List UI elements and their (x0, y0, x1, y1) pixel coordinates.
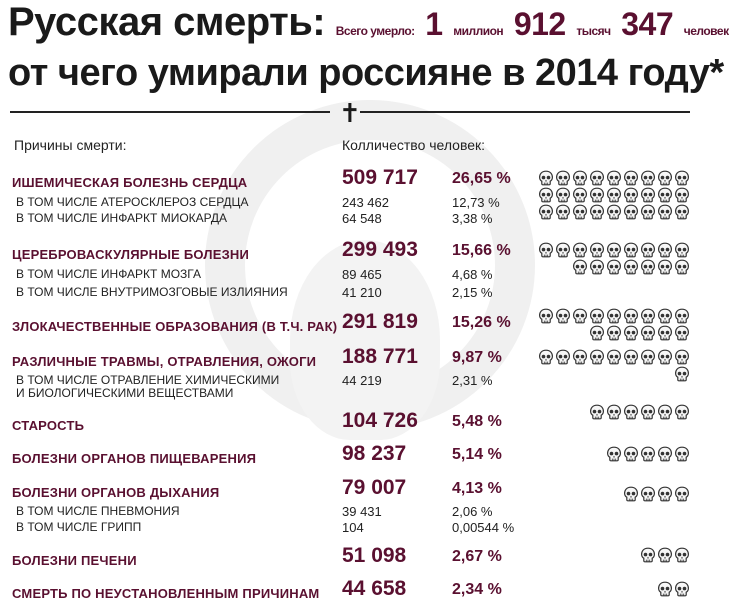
skull-icon (640, 486, 656, 502)
header-causes: Причины смерти: (14, 137, 127, 153)
cause-percent: 15,66 % (452, 242, 511, 259)
skull-row (657, 581, 690, 597)
skull-icon (555, 242, 571, 258)
total-thousand-word: тысяч (576, 24, 611, 38)
cross-icon: ✝ (339, 98, 361, 128)
skull-icon (623, 349, 639, 365)
total-people-word: человек (683, 24, 729, 38)
cause-label: ЗЛОКАЧЕСТВЕННЫЕ ОБРАЗОВАНИЯ (В Т.Ч. РАК) (12, 319, 338, 334)
skull-icon (623, 446, 639, 462)
skull-row (640, 547, 690, 563)
skull-icon (606, 446, 622, 462)
skull-icon (623, 187, 639, 203)
cause-count: 299 493 (342, 238, 418, 261)
skull-icon (589, 242, 605, 258)
skull-icon (657, 547, 673, 563)
skull-icon (623, 486, 639, 502)
cause-percent: 15,26 % (452, 314, 511, 331)
skull-icon (538, 349, 554, 365)
skull-icon (657, 242, 673, 258)
skull-icon (657, 308, 673, 324)
sub-cause-label: В ТОМ ЧИСЛЕ ОТРАВЛЕНИЕ ХИМИЧЕСКИМИ И БИОЛОГИЧЕСКИМИ ВЕЩЕСТВАМИ (16, 373, 280, 400)
skull-icon (640, 259, 656, 275)
skull-icon (657, 259, 673, 275)
cause-label: СМЕРТЬ ПО НЕУСТАНОВЛЕННЫМ ПРИЧИНАМ (12, 586, 320, 601)
sub-cause-label: В ТОМ ЧИСЛЕ ВНУТРИМОЗГОВЫЕ ИЗЛИЯНИЯ (16, 285, 288, 299)
skull-icon (674, 581, 690, 597)
skull-icon (657, 204, 673, 220)
skull-row (589, 404, 690, 420)
header-count: Колличество человек: (342, 137, 486, 153)
cause-count: 51 098 (342, 544, 407, 567)
skull-icon (572, 170, 588, 186)
skull-row (589, 325, 690, 341)
skull-icon (640, 308, 656, 324)
skull-icon (674, 170, 690, 186)
skull-row (538, 308, 690, 324)
skull-icon (572, 259, 588, 275)
skull-icon (657, 325, 673, 341)
skull-icon (589, 204, 605, 220)
sub-cause-label: В ТОМ ЧИСЛЕ ГРИПП (16, 520, 142, 534)
skull-icon (674, 204, 690, 220)
skull-icon (589, 170, 605, 186)
total-million-number: 1 (425, 6, 443, 42)
sub-cause-label: В ТОМ ЧИСЛЕ АТЕРОСКЛЕРОЗ СЕРДЦА (16, 195, 249, 209)
skull-icon (657, 170, 673, 186)
skull-icon (657, 446, 673, 462)
skull-icon (640, 547, 656, 563)
skull-icon (623, 259, 639, 275)
divider-right (360, 111, 690, 113)
skull-icon (538, 204, 554, 220)
skull-icon (589, 308, 605, 324)
skull-row (674, 366, 690, 382)
skull-icon (538, 242, 554, 258)
skull-icon (572, 349, 588, 365)
skull-icon (606, 259, 622, 275)
cause-label: РАЗЛИЧНЫЕ ТРАВМЫ, ОТРАВЛЕНИЯ, ОЖОГИ (12, 354, 317, 369)
cause-count: 44 658 (342, 577, 407, 600)
skull-row (623, 486, 690, 502)
skull-icon (640, 325, 656, 341)
skull-icon (572, 242, 588, 258)
skull-icon (623, 204, 639, 220)
skull-icon (623, 308, 639, 324)
sub-cause-percent: 12,73 % (452, 195, 500, 210)
skull-icon (657, 349, 673, 365)
skull-icon (657, 486, 673, 502)
skull-icon (640, 404, 656, 420)
page-subtitle: от чего умирали россияне в 2014 году* (8, 52, 724, 94)
skull-icon (555, 308, 571, 324)
cause-count: 98 237 (342, 442, 407, 465)
skull-row (606, 446, 690, 462)
skull-icon (674, 547, 690, 563)
sub-cause-count: 39 431 (342, 504, 382, 519)
sub-cause-count: 89 465 (342, 267, 382, 282)
skull-icon (555, 349, 571, 365)
skull-icon (674, 242, 690, 258)
skull-row (538, 242, 690, 258)
sub-cause-percent: 2,06 % (452, 504, 493, 519)
total-units-number: 347 (621, 6, 674, 42)
skull-icon (589, 349, 605, 365)
cause-percent: 2,67 % (452, 548, 502, 565)
cause-label: БОЛЕЗНИ ОРГАНОВ ПИЩЕВАРЕНИЯ (12, 451, 257, 466)
skull-icon (606, 187, 622, 203)
sub-cause-percent: 3,38 % (452, 211, 493, 226)
skull-icon (606, 170, 622, 186)
cause-percent: 4,13 % (452, 480, 502, 497)
page-title (8, 0, 729, 45)
skull-icon (606, 404, 622, 420)
cause-percent: 26,65 % (452, 170, 511, 187)
cause-percent: 5,48 % (452, 413, 502, 430)
cause-count: 188 771 (342, 345, 418, 368)
skull-icon (657, 404, 673, 420)
cause-count: 291 819 (342, 310, 418, 333)
sub-cause-label: В ТОМ ЧИСЛЕ ИНФАРКТ МИОКАРДА (16, 211, 227, 225)
sub-cause-percent: 2,31 % (452, 373, 493, 388)
total-million-word: миллион (453, 24, 504, 38)
sub-cause-count: 41 210 (342, 285, 382, 300)
skull-icon (589, 259, 605, 275)
skull-icon (606, 349, 622, 365)
skull-icon (572, 204, 588, 220)
skull-icon (538, 170, 554, 186)
skull-icon (538, 308, 554, 324)
skull-icon (538, 187, 554, 203)
skull-icon (606, 204, 622, 220)
total-thousand-number: 912 (513, 6, 566, 42)
cause-percent: 2,34 % (452, 581, 502, 598)
skull-icon (674, 486, 690, 502)
skull-icon (623, 170, 639, 186)
skull-icon (640, 204, 656, 220)
skull-icon (640, 349, 656, 365)
skull-icon (589, 404, 605, 420)
skull-icon (657, 581, 673, 597)
skull-row (538, 204, 690, 220)
sub-cause-percent: 2,15 % (452, 285, 493, 300)
cause-label: БОЛЕЗНИ ОРГАНОВ ДЫХАНИЯ (12, 485, 220, 500)
sub-cause-count: 64 548 (342, 211, 382, 226)
sub-cause-percent: 4,68 % (452, 267, 493, 282)
skull-row (572, 259, 690, 275)
cause-label: БОЛЕЗНИ ПЕЧЕНИ (12, 553, 137, 568)
title-line1: Русская смерть: (8, 0, 326, 44)
skull-icon (572, 187, 588, 203)
skull-icon (674, 349, 690, 365)
cause-count: 104 726 (342, 409, 418, 432)
cause-count: 509 717 (342, 166, 418, 189)
cause-label: ЦЕРЕБРОВАСКУЛЯРНЫЕ БОЛЕЗНИ (12, 247, 250, 262)
skull-icon (640, 187, 656, 203)
skull-icon (640, 446, 656, 462)
divider-left (10, 111, 330, 113)
skull-icon (623, 325, 639, 341)
cause-label: ИШЕМИЧЕСКАЯ БОЛЕЗНЬ СЕРДЦА (12, 175, 248, 190)
skull-icon (674, 404, 690, 420)
skull-icon (606, 325, 622, 341)
cause-percent: 5,14 % (452, 446, 502, 463)
skull-icon (555, 170, 571, 186)
skull-icon (623, 404, 639, 420)
skull-icon (606, 242, 622, 258)
skull-icon (555, 204, 571, 220)
skull-icon (572, 308, 588, 324)
total-prefix: Всего умерло: (335, 24, 415, 38)
cause-percent: 9,87 % (452, 349, 502, 366)
sub-cause-percent: 0,00544 % (452, 520, 515, 535)
sub-cause-label: В ТОМ ЧИСЛЕ ПНЕВМОНИЯ (16, 504, 180, 518)
skull-icon (674, 325, 690, 341)
sub-cause-count: 243 462 (342, 195, 389, 210)
skull-row (538, 187, 690, 203)
cause-count: 79 007 (342, 476, 407, 499)
cause-label: СТАРОСТЬ (12, 418, 85, 433)
skull-icon (555, 187, 571, 203)
skull-icon (674, 366, 690, 382)
skull-icon (674, 259, 690, 275)
skull-row (538, 349, 690, 365)
skull-icon (674, 187, 690, 203)
skull-icon (589, 325, 605, 341)
skull-icon (589, 187, 605, 203)
skull-icon (640, 242, 656, 258)
skull-icon (640, 170, 656, 186)
skull-icon (623, 242, 639, 258)
skull-icon (674, 308, 690, 324)
skull-icon (606, 308, 622, 324)
sub-cause-count: 104 (342, 520, 364, 535)
skull-row (538, 170, 690, 186)
sub-cause-count: 44 219 (342, 373, 382, 388)
skull-icon (657, 187, 673, 203)
skull-icon (674, 446, 690, 462)
sub-cause-label-line2: И БИОЛОГИЧЕСКИМИ ВЕЩЕСТВАМИ (16, 386, 234, 400)
sub-cause-label: В ТОМ ЧИСЛЕ ИНФАРКТ МОЗГА (16, 267, 201, 281)
